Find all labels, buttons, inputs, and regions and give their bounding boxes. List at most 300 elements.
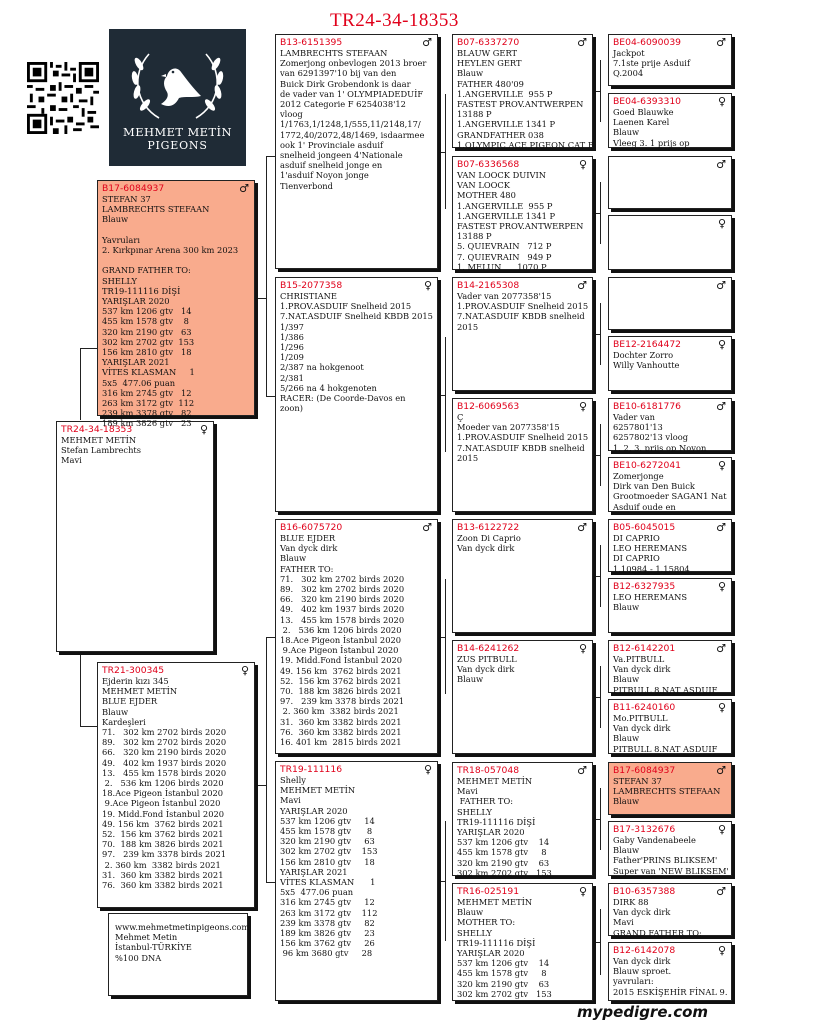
pigeon-info-line: 1/397 bbox=[280, 321, 304, 332]
pigeon-info-line: 76. 360 km 3382 birds 2021 bbox=[280, 726, 402, 737]
connector-line bbox=[593, 942, 600, 943]
pigeon-info-line: 18.Ace Pigeon İstanbul 2020 bbox=[280, 635, 402, 646]
connector-line bbox=[600, 60, 601, 122]
ring-number: B16-6075720 bbox=[280, 522, 343, 533]
pigeon-info-line: GRAND FATHER TO: bbox=[613, 927, 702, 938]
contact-box bbox=[108, 913, 248, 996]
ring-number: B17-3132676 bbox=[613, 824, 676, 835]
pigeon-info-line: ook 1' Provinciale asduif bbox=[280, 139, 384, 150]
pigeon-card-g3[interactable] bbox=[452, 277, 593, 391]
connector-line bbox=[266, 156, 267, 396]
ring-number: TR19-111116 bbox=[280, 764, 343, 775]
ring-number: B07-6336568 bbox=[457, 159, 520, 170]
pigeon-info-line: 320 km 2190 gtv 63 bbox=[457, 978, 550, 989]
qr-code bbox=[27, 62, 99, 134]
pigeon-info-line: MOTHER 480 bbox=[457, 190, 516, 201]
pigeon-info-line: FASTEST PROV.ANTWERPEN bbox=[457, 99, 584, 110]
pigeon-info-line: TR19-111116 DİŞİ bbox=[102, 285, 181, 296]
ring-number: B17-6084937 bbox=[613, 765, 676, 776]
pigeon-info-line: 97. 239 km 3378 birds 2021 bbox=[102, 849, 227, 860]
pigeon-info-line: YARIŞLAR 2020 bbox=[457, 948, 525, 959]
pigeon-info-line: Blauw bbox=[280, 553, 307, 564]
pigeon-info-line: Blauw bbox=[613, 796, 640, 807]
ring-number: B15-2077358 bbox=[280, 280, 343, 291]
pigeon-info-line: 455 km 1578 gtv 8 bbox=[280, 826, 373, 837]
pigeon-info-line: 2. 536 km 1206 birds 2020 bbox=[280, 624, 402, 635]
pigeon-info-line: SHELLY bbox=[457, 927, 492, 938]
pigeon-info-line: Mavi bbox=[613, 917, 634, 928]
pigeon-info-line: TR19-111116 DİŞİ bbox=[457, 937, 536, 948]
pigeon-info-line: 52. 156 km 3762 birds 2021 bbox=[280, 675, 402, 686]
pigeon-info-line: STEFAN 37 bbox=[102, 194, 151, 204]
connector-line bbox=[266, 396, 275, 397]
pigeon-info-line: 239 km 3378 gtv 82 bbox=[102, 408, 192, 419]
pigeon-info-line: vloog bbox=[280, 109, 303, 120]
pigeon-info-line: Father'PRINS BLIKSEM' bbox=[613, 855, 718, 866]
pigeon-info-line: snelheid jongeen 4'Nationale bbox=[280, 150, 403, 161]
pigeon-info-line: Blauw bbox=[613, 674, 640, 685]
ring-number: B12-6069563 bbox=[457, 401, 520, 412]
connector-line bbox=[438, 152, 445, 153]
logo-name: MEHMET METİN bbox=[123, 125, 232, 139]
pigeon-card-h16[interactable] bbox=[608, 942, 732, 1001]
connector-line bbox=[600, 303, 601, 365]
connector-line bbox=[593, 455, 600, 456]
pigeon-info-line: Blauw bbox=[613, 845, 640, 856]
pigeon-card-s[interactable] bbox=[97, 180, 255, 429]
male-symbol-icon: ♂ bbox=[716, 158, 726, 171]
pigeon-info-line: LAMBRECHTS STEFAAN bbox=[613, 786, 721, 797]
connector-line bbox=[445, 94, 446, 209]
pigeon-card-h4[interactable] bbox=[608, 215, 732, 270]
pigeon-info-line bbox=[102, 225, 250, 235]
pigeon-info-line: Ejderin kızı 345 bbox=[102, 676, 169, 686]
pigeon-info-line: 1.ANGERVILLE 955 P bbox=[457, 200, 553, 211]
pigeon-info-line: 6257801'13 bbox=[613, 422, 663, 433]
pigeon-info-line: 2015 ESKİŞEHİR FİNAL 9. bbox=[613, 986, 728, 997]
ring-number: TR21-300345 bbox=[102, 665, 165, 676]
pigeon-info-line: 97. 239 km 3378 birds 2021 bbox=[280, 696, 405, 707]
pigeon-info-line: LAMBRECHTS STEFAAN bbox=[102, 204, 210, 215]
connector-line bbox=[600, 545, 601, 607]
pigeon-card-h12[interactable] bbox=[608, 699, 732, 754]
connector-line bbox=[593, 576, 600, 577]
pigeon-info-line: 52. 156 km 3762 birds 2021 bbox=[102, 829, 224, 840]
pigeon-info-line: Asduif oude en bbox=[613, 501, 676, 512]
ring-number: B05-6045015 bbox=[613, 522, 676, 533]
pigeon-info-line: Zomerjonge bbox=[613, 471, 664, 481]
ring-number: B12-6142201 bbox=[613, 643, 676, 654]
female-symbol-icon: ♀ bbox=[423, 279, 432, 292]
male-symbol-icon: ♂ bbox=[716, 764, 726, 777]
pigeon-info-line: MEHMET METİN bbox=[102, 686, 178, 697]
pigeon-card-ss[interactable] bbox=[275, 34, 438, 269]
pigeon-info-line: Shelly bbox=[280, 775, 306, 785]
pigeon-info-line: 537 km 1206 gtv 14 bbox=[102, 306, 192, 317]
pigeon-info-line: 302 km 2702 gtv 153 bbox=[457, 988, 552, 999]
pigeon-info-line: 537 km 1206 gtv 14 bbox=[280, 815, 375, 826]
connector-line bbox=[438, 637, 445, 638]
pigeon-info-line: 1.ANGERVILLE 1341 P bbox=[457, 119, 556, 130]
pigeon-info-line: VAN LOOCK bbox=[457, 180, 510, 191]
connector-line bbox=[255, 298, 266, 299]
female-symbol-icon: ♀ bbox=[717, 944, 726, 957]
pigeon-card-ds[interactable] bbox=[275, 519, 438, 754]
pigeon-info-line: 5x5 477.06 puan bbox=[280, 887, 354, 898]
pigeon-info-line: 2/381 bbox=[280, 372, 304, 383]
ring-number: BE10-6181776 bbox=[613, 401, 682, 412]
ring-number: B14-6241262 bbox=[457, 643, 520, 654]
pigeon-info-line: Yavruları bbox=[102, 234, 140, 245]
pigeon-info-line: 5x5 477.06 puan bbox=[102, 377, 176, 388]
pigeon-info-line: 1.OLYMPIC ACE PIGEON CAT B bbox=[457, 139, 594, 150]
ring-number: BE04-6090039 bbox=[613, 37, 682, 48]
pigeon-info-line: Blauw sproet. bbox=[613, 966, 672, 977]
pigeon-info-line: 316 km 2745 gtv 12 bbox=[280, 897, 375, 908]
pigeon-info-line: Mavi bbox=[61, 455, 82, 466]
pigeon-card-g7[interactable] bbox=[452, 762, 593, 876]
pigeon-info-line: 2012 Categorie F 6254038'12 bbox=[280, 99, 406, 110]
pigeon-info-line: van 6291397'10 bij van den bbox=[280, 68, 397, 79]
ring-number: B12-6327935 bbox=[613, 581, 676, 592]
pigeon-info-line: 320 km 2190 gtv 63 bbox=[102, 326, 192, 337]
pigeon-card-sd[interactable] bbox=[275, 277, 438, 512]
pigeon-info-line: Blauw bbox=[102, 214, 129, 225]
female-symbol-icon: ♀ bbox=[199, 423, 208, 436]
female-symbol-icon: ♀ bbox=[717, 823, 726, 836]
male-symbol-icon: ♂ bbox=[577, 521, 587, 534]
male-symbol-icon: ♂ bbox=[422, 521, 432, 534]
pigeon-info-line: Blauw bbox=[613, 733, 640, 744]
pigeon-info-line: 49. 156 km 3762 birds 2021 bbox=[102, 818, 224, 829]
pigeon-card-g1[interactable] bbox=[452, 34, 593, 148]
pigeon-card-h9[interactable] bbox=[608, 519, 732, 572]
pigeon-info-line: 2015 bbox=[457, 321, 479, 332]
pigeon-info-line: Tienverbond bbox=[280, 180, 333, 191]
ring-number: B07-6337270 bbox=[457, 37, 520, 48]
pigeon-info-line: Goed Blauwke bbox=[613, 107, 674, 117]
pigeon-info-line: 1/1763,1/1248,1/555,11/2148,17/ bbox=[280, 119, 421, 130]
pigeon-info-line: Zomerjong onbevlogen 2013 broer bbox=[280, 58, 427, 69]
pigeon-info-line: Vader van 2077358'15 bbox=[457, 291, 552, 301]
pigeon-info-line: FATHER 480'09 bbox=[457, 78, 524, 89]
pigeon-info-line: 1.PROV.ASDUIF Snelheid 2015 bbox=[280, 301, 412, 312]
pigeon-info-line: YARIŞLAR 2020 bbox=[457, 827, 525, 838]
pigeon-info-line: BLAUW GERT bbox=[457, 48, 518, 58]
pigeon-info-line: BLUE EJDER bbox=[102, 696, 158, 707]
logo bbox=[109, 29, 246, 166]
ring-number: B13-6122722 bbox=[457, 522, 520, 533]
pigeon-info-line: Vleeg 3. 1 prijs op bbox=[613, 137, 690, 148]
pigeon-card-h3[interactable] bbox=[608, 156, 732, 209]
pigeon-info-line: 1/209 bbox=[280, 352, 304, 363]
pigeon-info-line: 320 km 2190 gtv 63 bbox=[457, 857, 550, 868]
pigeon-info-line: SHELLY bbox=[102, 275, 137, 286]
pigeon-info-line: 19. Midd.Fond İstanbul 2020 bbox=[102, 808, 225, 819]
ring-number: B13-6151395 bbox=[280, 37, 343, 48]
female-symbol-icon: ♀ bbox=[578, 400, 587, 413]
logo-subtitle: PIGEONS bbox=[147, 139, 208, 152]
connector-line bbox=[593, 697, 600, 698]
connector-line bbox=[445, 821, 446, 941]
pigeon-info-line: YARIŞLAR 2021 bbox=[102, 357, 170, 368]
pigeon-info-line: YARIŞLAR 2021 bbox=[280, 866, 348, 877]
male-symbol-icon: ♂ bbox=[577, 36, 587, 49]
pigeon-info-line: Blauw bbox=[102, 706, 129, 717]
pigeon-info-line: 7.1ste prije Asduif bbox=[613, 58, 691, 69]
pigeon-card-dd[interactable] bbox=[275, 761, 438, 1001]
pigeon-info-line: 302 km 2702 gtv 153 bbox=[280, 846, 378, 857]
pigeon-card-g4[interactable] bbox=[452, 398, 593, 512]
connector-line bbox=[600, 182, 601, 244]
pigeon-info-line: Dirk van Den Buick bbox=[613, 481, 695, 492]
pigeon-info-line: 89. 302 km 2702 birds 2020 bbox=[280, 584, 405, 595]
pigeon-info-line: de vader van 1' OLYMPIADEDUİF bbox=[280, 88, 424, 99]
pigeon-info-line: Van dyck dirk bbox=[613, 723, 671, 734]
connector-line bbox=[600, 666, 601, 728]
pigeon-info-line: 1/296 bbox=[280, 342, 304, 353]
pigeon-info-line: Mavi bbox=[280, 795, 301, 806]
female-symbol-icon: ♀ bbox=[717, 580, 726, 593]
pigeon-laurel-icon bbox=[109, 34, 246, 129]
contact-line-location: İstanbul-TÜRKİYE bbox=[115, 942, 192, 953]
connector-line bbox=[266, 637, 275, 638]
pigeon-info-line: 7.NAT.ASDUIF KBDB snelheid bbox=[457, 442, 585, 453]
pigeon-info-line: 1'asduif Noyon jonge bbox=[280, 170, 369, 181]
pigeon-card-h10[interactable] bbox=[608, 578, 732, 633]
pigeon-info-line: 189 km 3826 gtv 23 bbox=[102, 418, 192, 429]
connector-line bbox=[445, 579, 446, 694]
pigeon-info-line: 71. 302 km 2702 birds 2020 bbox=[102, 727, 227, 738]
pigeon-card-h15[interactable] bbox=[608, 883, 732, 936]
pigeon-card-g6[interactable] bbox=[452, 640, 593, 754]
pigeon-card-h14[interactable] bbox=[608, 821, 732, 876]
pigeon-info-line: 9.Ace Pigeon İstanbul 2020 bbox=[102, 798, 221, 809]
pigeon-info-line: VİTES KLASMAN 1 bbox=[102, 367, 195, 378]
pigeon-card-h7[interactable] bbox=[608, 398, 732, 451]
male-symbol-icon: ♂ bbox=[577, 764, 587, 777]
pigeon-info-line: 263 km 3172 gtv 112 bbox=[280, 907, 378, 918]
pigeon-info-line: Gaby Vandenabeele bbox=[613, 835, 696, 845]
pigeon-info-line: Moeder van 2077358'15 bbox=[457, 422, 560, 433]
connector-line bbox=[593, 334, 600, 335]
pigeon-info-line: 156 km 2810 gtv 18 bbox=[280, 856, 375, 867]
pigeon-info-line: Van dyck dirk bbox=[457, 543, 515, 554]
pigeon-info-line: Van dyck dirk bbox=[613, 956, 671, 966]
pigeon-info-line: 455 km 1578 gtv 8 bbox=[457, 968, 547, 979]
pigeon-card-g2[interactable] bbox=[452, 156, 593, 270]
pigeon-card-h11[interactable] bbox=[608, 640, 732, 693]
connector-line bbox=[593, 213, 600, 214]
pigeon-info-line: Jackpot bbox=[613, 48, 645, 58]
pigeon-card-h1[interactable] bbox=[608, 34, 732, 86]
pigeon-card-main[interactable] bbox=[56, 421, 214, 652]
brand-watermark[interactable]: mypedigre.com bbox=[577, 1003, 709, 1021]
pigeon-info-line: 19. Midd.Fond İstanbul 2020 bbox=[280, 655, 403, 666]
pigeon-info-line: 1.PROV.ASDUIF Snelheid 2015 bbox=[457, 301, 589, 312]
pigeon-info-line: 96 km 3680 gtv 28 bbox=[280, 948, 373, 959]
female-symbol-icon: ♀ bbox=[578, 158, 587, 171]
ring-number: B17-6084937 bbox=[102, 183, 165, 194]
pigeon-info-line: 66. 320 km 2190 birds 2020 bbox=[280, 594, 405, 605]
connector-line bbox=[80, 348, 81, 420]
pigeon-info-line: FATHER TO: bbox=[457, 796, 514, 807]
female-symbol-icon: ♀ bbox=[717, 338, 726, 351]
pigeon-info-line: 1, 2, 3. prijs op Noyon bbox=[613, 442, 707, 453]
ring-number: B12-6142078 bbox=[613, 945, 676, 956]
pigeon-info-line: Zoon Di Caprio bbox=[457, 533, 521, 543]
pigeon-info-line: MEHMET METİN bbox=[280, 785, 356, 796]
pigeon-info-line: LEO HEREMANS bbox=[613, 543, 688, 554]
pigeon-info-line: 455 km 1578 gtv 8 bbox=[457, 847, 547, 858]
connector-line bbox=[266, 637, 267, 882]
pigeon-info-line: Mo.PITBULL bbox=[613, 713, 668, 723]
pigeon-info-line: MEHMET METİN bbox=[457, 776, 533, 786]
ring-number: TR24-34-18353 bbox=[61, 424, 133, 435]
pigeon-info-line: 1. MELUN 1070 P bbox=[457, 261, 547, 272]
connector-line bbox=[80, 652, 81, 726]
pigeon-info-line: Va.PITBULL bbox=[613, 654, 665, 664]
pigeon-info-line: GRAND FATHER TO: bbox=[102, 265, 191, 276]
pigeon-info-line: 1.ANGERVILLE 955 P bbox=[457, 88, 553, 99]
pigeon-info-line: 76. 360 km 3382 birds 2021 bbox=[102, 880, 224, 891]
pigeon-info-line: HEYLEN GERT bbox=[457, 58, 522, 69]
pigeon-info-line: MOTHER TO: bbox=[457, 917, 516, 928]
pigeon-info-line: Mavi bbox=[457, 786, 478, 797]
pigeon-info-line: 13188 P bbox=[457, 231, 492, 242]
pigeon-info-line: 1.10984 - 1.15804 bbox=[613, 563, 690, 574]
pigeon-card-h13[interactable] bbox=[608, 762, 732, 815]
pigeon-info-line: PITBULL 8.NAT ASDUIF bbox=[613, 743, 718, 754]
ring-number: BE10-6272041 bbox=[613, 460, 682, 471]
pigeon-info-line: PITBULL 8.NAT ASDUIF bbox=[613, 684, 718, 695]
pigeon-info-line: 1.PROV.ASDUIF Snelheid 2015 bbox=[457, 432, 589, 443]
ring-number: B14-2165308 bbox=[457, 280, 520, 291]
ring-number: B10-6357388 bbox=[613, 886, 676, 897]
pigeon-card-h5[interactable] bbox=[608, 277, 732, 330]
pigeon-card-h2[interactable] bbox=[608, 93, 732, 148]
pigeon-info-line: Dochter Zorro bbox=[613, 350, 674, 360]
connector-line bbox=[438, 395, 445, 396]
pigeon-info-line: SHELLY bbox=[457, 806, 492, 817]
pigeon-info-line: yavruları: bbox=[613, 976, 654, 987]
pigeon-info-line: 18.Ace Pigeon İstanbul 2020 bbox=[102, 788, 224, 799]
connector-line bbox=[80, 726, 97, 727]
pigeon-info-line: 320 km 2190 gtv 63 bbox=[280, 836, 375, 847]
pigeon-info-line: 13. 455 km 1578 birds 2020 bbox=[102, 767, 227, 778]
ring-number: B11-6240160 bbox=[613, 702, 676, 713]
pigeon-info-line: 49. 156 km 3762 birds 2021 bbox=[280, 665, 402, 676]
connector-line bbox=[593, 91, 600, 92]
pigeon-info-line: 5/266 na 4 hokgenoten bbox=[280, 382, 377, 393]
pigeon-info-line: Blauw bbox=[457, 68, 484, 79]
pigeon-info-line: 89. 302 km 2702 birds 2020 bbox=[102, 737, 227, 748]
male-symbol-icon: ♂ bbox=[716, 36, 726, 49]
pigeon-card-g5[interactable] bbox=[452, 519, 593, 633]
pigeon-info-line: Van dyck dirk bbox=[613, 907, 671, 918]
connector-line bbox=[593, 819, 600, 820]
pigeon-info-line: Stefan Lambrechts bbox=[61, 445, 142, 456]
pigeon-info-line: 70. 188 km 3826 birds 2021 bbox=[280, 686, 402, 697]
connector-line bbox=[438, 881, 445, 882]
female-symbol-icon: ♀ bbox=[578, 885, 587, 898]
pigeon-info-line: 16. 401 km 2815 birds 2021 bbox=[280, 737, 402, 748]
female-symbol-icon: ♀ bbox=[717, 95, 726, 108]
pigeon-info-line: 2/387 na hokgenoot bbox=[280, 362, 364, 373]
male-symbol-icon: ♂ bbox=[239, 182, 249, 195]
pigeon-info-line: Q.2004 bbox=[613, 68, 644, 79]
pigeon-info-line: Grootmoeder SAGAN1 Nat bbox=[613, 491, 727, 502]
pigeon-info-line: Van dyck dirk bbox=[613, 664, 671, 675]
pigeon-info-line: 7.NAT.ASDUIF KBDB snelheid bbox=[457, 311, 585, 322]
pigeon-info-line: 239 km 3378 gtv 82 bbox=[280, 917, 375, 928]
pigeon-info-line: 31. 360 km 3382 birds 2021 bbox=[102, 869, 224, 880]
pigeon-card-g8[interactable] bbox=[452, 883, 593, 1001]
pigeon-info-line: 263 km 3172 gtv 112 bbox=[102, 398, 195, 409]
pigeon-info-line: MEHMET METİN bbox=[457, 897, 533, 907]
connector-line bbox=[266, 882, 275, 883]
contact-line-dna: %100 DNA bbox=[115, 952, 162, 963]
pigeon-info-line: RACER: (De Coorde-Davos en bbox=[280, 393, 406, 404]
male-symbol-icon: ♂ bbox=[716, 279, 726, 292]
pigeon-info-line: DIRK 88 bbox=[613, 897, 649, 907]
pigeon-info-line: asduif snelheid jonge en bbox=[280, 160, 383, 171]
ring-number: BE12-2164472 bbox=[613, 339, 682, 350]
pigeon-info-line: 6257802'13 vloog bbox=[613, 432, 689, 443]
pigeon-info-line: STEFAN 37 bbox=[613, 776, 662, 786]
connector-line bbox=[600, 424, 601, 486]
pigeon-card-h6[interactable] bbox=[608, 336, 732, 391]
female-symbol-icon: ♀ bbox=[578, 642, 587, 655]
connector-line bbox=[266, 156, 275, 157]
male-symbol-icon: ♂ bbox=[577, 279, 587, 292]
pigeon-info-line: 66. 320 km 2190 birds 2020 bbox=[102, 747, 227, 758]
pigeon-info-line: 302 km 2702 gtv 153 bbox=[457, 867, 552, 878]
pigeon-info-line: ZUS PITBULL bbox=[457, 654, 517, 664]
pigeon-info-line: 71. 302 km 2702 birds 2020 bbox=[280, 573, 405, 584]
pigeon-info-line: Van dyck dirk bbox=[280, 543, 338, 554]
pigeon-info-line: VAN LOOCK DUIVIN bbox=[457, 170, 547, 180]
connector-line bbox=[600, 788, 601, 850]
pigeon-info-line: 13188 P bbox=[457, 109, 492, 120]
pigeon-card-d[interactable] bbox=[97, 662, 255, 908]
contact-line-name: Mehmet Metin bbox=[115, 932, 178, 943]
pigeon-info-line: FASTEST PROV.ANTWERPEN bbox=[457, 221, 584, 232]
connector-line bbox=[600, 909, 601, 975]
pigeon-info-line: 537 km 1206 gtv 14 bbox=[457, 837, 550, 848]
pigeon-info-line: 189 km 3826 gtv 23 bbox=[280, 928, 375, 939]
pigeon-info-line: Willy Vanhoutte bbox=[613, 360, 680, 371]
pigeon-card-h8[interactable] bbox=[608, 457, 732, 512]
pigeon-info-line: Blauw bbox=[457, 907, 484, 918]
pigeon-info-line: 156 km 2810 gtv 18 bbox=[102, 347, 192, 358]
pigeon-info-line: 2. 360 km 3382 birds 2021 bbox=[102, 859, 221, 870]
connector-line bbox=[255, 785, 266, 786]
pigeon-info-line: 156 km 3762 gtv 26 bbox=[280, 938, 375, 949]
pigeon-info-line: MEHMET METİN bbox=[61, 435, 137, 445]
pigeon-info-line: Blauw bbox=[613, 127, 640, 138]
pedigree-title: TR24-34-18353 bbox=[330, 10, 459, 31]
pigeon-info-line: 70. 188 km 3826 birds 2021 bbox=[102, 839, 224, 850]
pigeon-info-line: 49. 402 km 1937 birds 2020 bbox=[280, 604, 405, 615]
pigeon-info-line: 1/386 bbox=[280, 331, 304, 342]
pigeon-info-line: Buick Dirk Grobendonk is daar bbox=[280, 78, 411, 89]
pigeon-info-line: 2. Kırkpınar Arena 300 km 2023 bbox=[102, 245, 239, 255]
pigeon-info-line: 49. 402 km 1937 birds 2020 bbox=[102, 757, 227, 768]
female-symbol-icon: ♀ bbox=[717, 701, 726, 714]
pigeon-info-line: 302 km 2702 gtv 153 bbox=[102, 336, 195, 347]
pigeon-info-line: Van dyck dirk bbox=[457, 664, 515, 675]
